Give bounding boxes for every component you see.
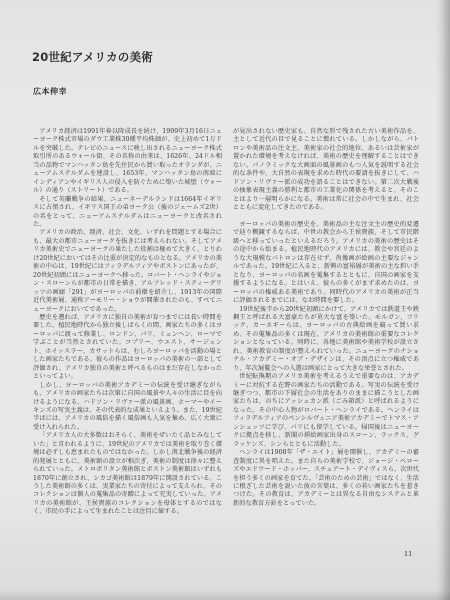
page-bottom-shadow xyxy=(0,590,450,600)
article-title: 20世紀アメリカの美術 xyxy=(32,50,153,64)
body-paragraph: アメリカ経済は1991年春以降成長を続け、1999年3月16日ニューヨーク株式市場のダウ工業株30種平均株価が、史上初めて1万ドルを突破した。テレビのニュースに映し出されるニューヨーク株式取引所のあるウォール街、その名称の由来は、1626年、24ドル相当の品物でマンハッタン島を先住民から買い取ったオランダが、ニューアムステルダムを建設し、1653年、マンハッタン島の南端にインディアンやイギリス人の侵入を防ぐために築いた城壁（ウォール）の通り（ストリート）である。 xyxy=(33,128,222,195)
body-paragraph: 世紀転換期のアメリカ美術を考えるうえで重要なのは、アカデミーに対抗する在野の画家たちの活動である。写実の伝統を受け継ぎつつ、都市の下層社会の生活をありのままに描こうとした画家たちは、のちにアッシュカン派（ごみ箱派）と呼ばれるようになった。その中心人物がロバート・ヘンライである。ヘンライはフィラデルフィアのペンシルヴェニア美術アカデミーでトマス・アンシュッツに学び、パリにも留学している。帰国後はニューヨークに拠点を移し、新聞の挿絵画家出身のスローン、ラックス、グラッケンズ、シンらとともに活動した。 xyxy=(233,373,419,448)
body-paragraph: 歴史を遡れば、アメリカに独自の美術が育つまでには長い時間を要した。植民地時代から独立後しばらくの間、画家たちの多くはヨーロッパに渡って修業し、ロンドン、パリ、ミュンヘン、ローマで学ぶことが当然とされていた。コプリー、ウエスト、サージェント、ホイッスラー、カサットらは、むしろヨーロッパを活動の場とした画家たちである。彼らの作品はヨーロッパの美術の一部として評価され、アメリカ独自の美術と呼べるものはまだ存在しなかったといってよい。 xyxy=(33,313,222,381)
body-paragraph: しかし、ヨーロッパの美術アカデミーの伝統を受け継ぎながらも、アメリカの画家たちは次第に自国の風景や人々の生活に目を向けるようになる。ハドソン・リヴァー派の風景画、ホーマーやイーキンズの写実主義は、その代表的な成果といえよう。また、19世紀半ばには、アメリカの風俗を描く風俗画も人気を集め、広く大衆に受け入れられた。 xyxy=(33,381,222,431)
right-text-column xyxy=(233,128,419,508)
body-paragraph: 「アメリカ人の大多数はおそらく、美術をぜいたく品とみなしていた」と言われるように、19世紀のアメリカでは美術を取り巻く環境は必ずしも恵まれたものではなかった。しかし南北戦争後の経済的発展とともに、美術館の設立が相次ぎ、美術の制度は徐々に整えられていった。メトロポリタン美術館とボストン美術館はいずれも1870年に創立され、シカゴ美術館は1879年に開設されている。こうした美術館の多くは、実業家たちの寄付によって支えられ、そのコレクションは個人の蒐集品の寄贈によって充実していった。アメリカの美術館が、王侯貴族のコレクションを母体とするのではなく、市民の手によって生まれたことは注目に値する。 xyxy=(33,432,222,516)
body-paragraph: 19世紀後半から20世紀初頭にかけて、アメリカでは鉄道王や鉄鋼王と呼ばれる大富豪たちが莫大な富を築いた。モルガン、フリック、カーネギーらは、ヨーロッパの古典絵画を競って買い求め、その蒐集品の多くは現在、アメリカの美術館の重要なコレクションとなっている。同時に、各地に美術館や美術学校が設立され、美術教育の制度が整えられていった。ニューヨークのナショナル・アカデミー・オブ・デザインは、その頂点に立つ権威であり、年次展覧会への入選は画家にとって大きな栄誉とされた。 xyxy=(233,305,419,372)
page-edge-shadow xyxy=(436,0,450,600)
left-text-column xyxy=(33,128,222,517)
page-number: 11 xyxy=(404,550,413,558)
body-paragraph: ヨーロッパの美術の歴史を、美術品の主な注文主の歴史的変遷で辿り概観するならば、中世の教会から王侯貴族、そして市民階級へと移っていったといえるだろう。アメリカの美術の歴史はその途中から始まる。植民地時代のアメリカには、教会や宮廷のような大規模なパトロンは存在せず、肖像画が絵画の主要なジャンルであった。19世紀に入ると、新興の富裕層が美術の主な担い手となり、ヨーロッパの名画を蒐集するとともに、自国の画家を支援するようになる。とはいえ、彼らの多くがまず求めたのは、ヨーロッパの権威ある美術であり、同時代のアメリカの美術が正当に評価されるまでには、なお時間を要した。 xyxy=(233,220,419,305)
body-paragraph: アメリカの政治、経済、社会、文化、いずれを問題とする場合にも、最大の都市ニューヨークを抜きには考えられない。そしてアメリカ美術史でニューヨークの果たした役割は極めて大きく、とりわけ20世紀においてはその比重が決定的なものとなる。アメリカの美術の中心は、19世紀にはフィラデルフィアやボストンにあったが、20世紀初頭にはニューヨークへ移った。ロバート・ヘンライやジョン・スローンらが都市の日常を描き、アルフレッド・スティーグリッツの画廊「291」がヨーロッパの前衛を紹介し、1913年の国際近代美術展、通称アーモリー・ショウが開催されたのも、すべてニューヨークにおいてであった。 xyxy=(33,229,222,313)
author-name: 広本伸幸 xyxy=(33,87,67,96)
body-paragraph: そして英蘭戦争の結果、ニューネーデルランドは1664年イギリスに占領され、イギリス国王の弟ヨーク公（後のジェームズ2世）の名をとって、ニューアムステルダムはニューヨークと改名された。 xyxy=(33,195,222,228)
body-paragraph: ヘンライは1908年「ザ・エイト」展を開催し、アカデミーの審査制度に異を唱えた。また自らの美術学校で、ジョージ・ベローズやエドワード・ホッパー、スチュアート・デイヴィスら、次世代を担う多くの画家を育てた。「芸術のための芸術」ではなく、生活に根ざした芸術を説いた彼の言葉は、多くの若い画家たちを惹きつけた。その教育は、アカデミーとは異なる自由なシステムと革新的な教育方針をとっていた。 xyxy=(233,449,419,507)
body-paragraph: が見出されない歴史家も、自然な形で残された古い美術作品を、主として近代の目で見ることに慣れている。しかしながら、パトロンや美術品の注文主、美術家の社会的地位、あるいは芸術家が置かれた環境を考えなければ、美術の歴史を理解することはできない。パノラミックな大画面の風景画のもつ人気を説明する社会的な条件や、大自然の表現を求めた時代の要請を抜きにして、ハドソン・リヴァー派の成功を語ることはできない。第二次大戦後の抽象表現主義の勝利と都市の工業化の関係を考えると、そのことはより一層明らかになる。美術は常に社会の中で生まれ、社会とともに変化してきたのである。 xyxy=(233,128,419,212)
